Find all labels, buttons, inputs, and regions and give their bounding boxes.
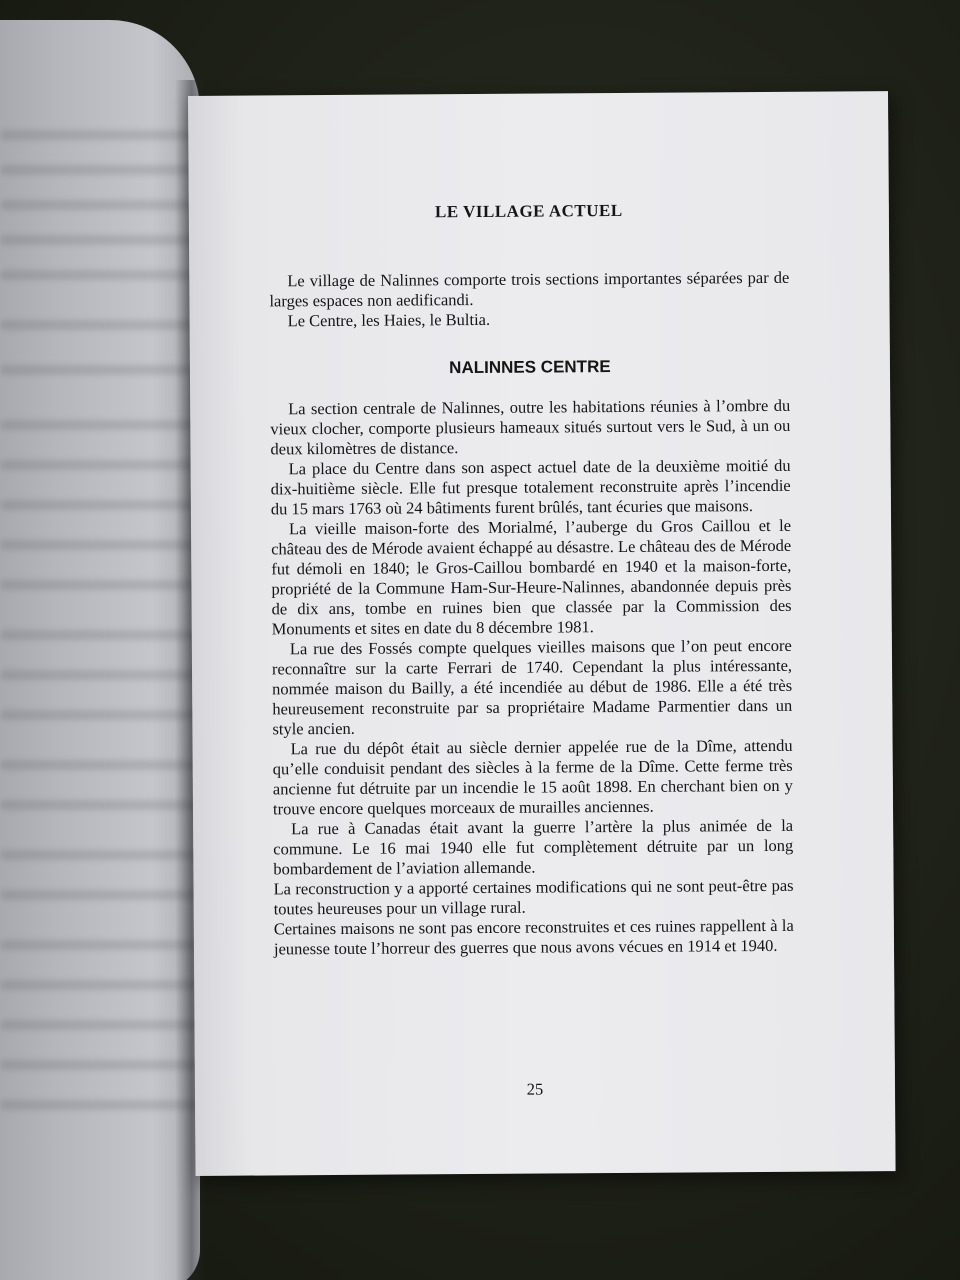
closing-paragraph: Certaines maisons ne sont pas encore reconstruites et ces ruines rappellent à la jeunesse toute l’horreur des guerres que nous avons vécues en 1914 et 1940. [273,915,794,959]
body-paragraph: La rue du dépôt était au siècle dernier appelée rue de la Dîme, attendu qu’elle conduisit pendant des siècles à la ferme de la Dîme. Cette ferme très ancienne fut détruite par un incendie le 15 août 1898. En cherchant bien on y trouve encore quelques morceaux de murailles anciennes. [272,735,793,819]
body-paragraph: La vieille maison-forte des Morialmé, l’auberge du Gros Caillou et le château des de Mérode avaient échappé au désastre. Le château des de Mérode fut démoli en 1840; le Gros-Caillou bombardé en 1940 et la maison-forte, propriété de la Commune Ham-Sur-Heure-Nalinnes, abandonnée depuis près de dix ans, tombe en ruines bien que classée par la Commission des Monuments et sites en date du 8 décembre 1981. [271,515,792,639]
closing-paragraph: La reconstruction y a apporté certaines modifications qui ne sont peut-être pas toutes heureuses pour un village rural. [273,875,794,919]
body-paragraph: La rue à Canadas était avant la guerre l’artère la plus animée de la commune. Le 16 mai 1940 elle fut complètement détruite par un long bombardement de l’aviation allemande. [273,815,794,879]
body-paragraph: La section centrale de Nalinnes, outre les habitations réunies à l’ombre du vieux clocher, comporte plusieurs hameaux situés surtout vers le Sud, à un ou deux kilomètres de distance. [270,395,791,459]
intro-paragraph: Le village de Nalinnes comporte trois sections importantes séparées par de larges espaces non aedificandi. [269,267,790,311]
page-title: LE VILLAGE ACTUEL [434,200,623,222]
page-number: 25 [526,1079,544,1099]
intro-block [269,268,789,332]
body-paragraph: La place du Centre dans son aspect actuel date de la deuxième moitié du dix-huitième siècle. Elle fut presque totalement reconstruite après l’incendie du 15 mars 1763 où 24 bâtiments furent brûlés, tant écuries que maisons. [270,455,791,519]
right-page [188,91,896,1176]
left-facing-page [0,20,200,1280]
page-content [269,200,794,1099]
body-paragraph: La rue des Fossés compte quelques vieilles maisons que l’on peut encore reconnaître sur la carte Ferrari de 1740. Cependant la plus intéressante, nommée maison du Bailly, a été incendiée au début de 1986. Elle a été très heureusement reconstruite par sa propriétaire Madame Parmentier dans un style ancien. [271,635,793,739]
intro-sections-line: Le Centre, les Haies, le Bultia. [287,309,491,331]
section-title: NALINNES CENTRE [449,357,611,378]
